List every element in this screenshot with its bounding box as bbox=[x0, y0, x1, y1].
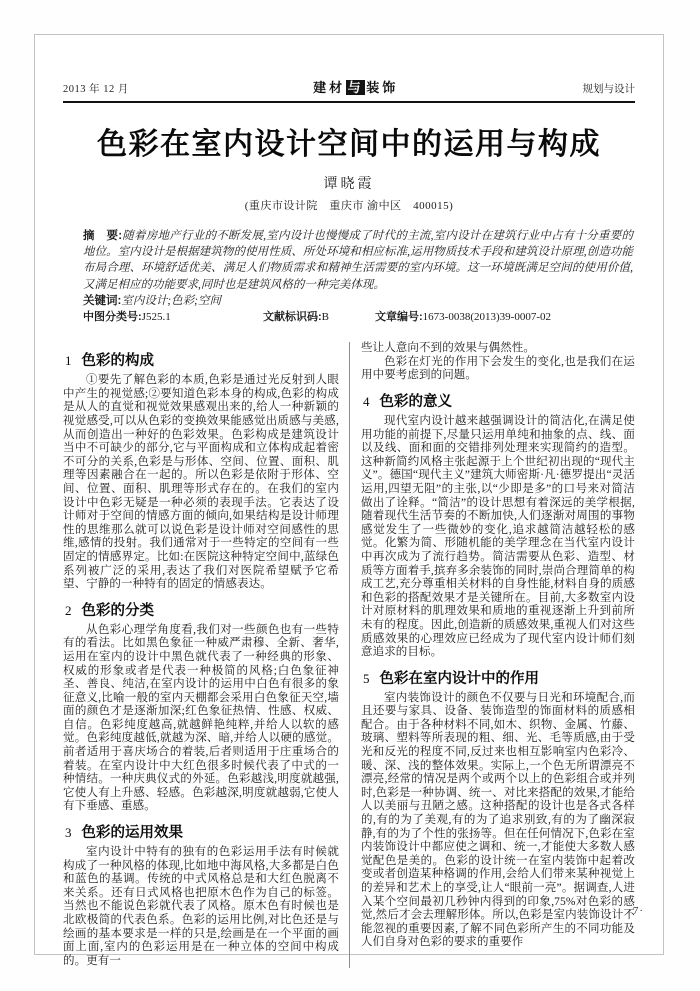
keywords-text: 室内设计;色彩;空间 bbox=[121, 294, 222, 307]
doc-code-field bbox=[263, 309, 375, 325]
article-id-label: 文章编号: bbox=[375, 311, 423, 324]
clc-label: 中图分类号: bbox=[83, 311, 142, 324]
doc-code-value: B bbox=[321, 311, 330, 324]
section-heading-2 bbox=[63, 599, 339, 620]
section-heading-4 bbox=[361, 390, 635, 411]
header-section-title: 规划与设计 bbox=[582, 84, 635, 95]
section-number: 4 bbox=[363, 394, 370, 409]
meta-row bbox=[83, 309, 633, 325]
journal-name-part1: 建材 bbox=[313, 80, 346, 95]
section-number: 1 bbox=[65, 353, 72, 369]
journal-name-boxed-char: 与 bbox=[347, 80, 364, 95]
page-frame bbox=[34, 34, 664, 967]
section-title: 色彩的构成 bbox=[81, 353, 154, 370]
right-column bbox=[349, 342, 635, 968]
section-heading-1 bbox=[63, 349, 339, 370]
section-paragraph: 室内设计中特有的独有的色彩运用手法有时候就构成了一种风格的体现,比如地中海风格,大多都是白色和蓝色的基调。传统的中式风格总是和大红色脱离不来关系。还有日式风格也把原木色作为自己的标签。当然也不能说色彩就代表了风格。原木色有时候也是北欧极简的代表色系。色彩的运用比例,对比色还是与绘画的基本要求是一样的只是,绘画是在一个平面的画面上面,室内的色彩运用是在一种立体的空间中构成的。更有一 bbox=[63, 846, 339, 967]
section-number: 3 bbox=[65, 825, 72, 841]
author-affiliation: (重庆市设计院 重庆市 渝中区 400015) bbox=[244, 200, 454, 212]
keywords-label: 关键词: bbox=[83, 294, 122, 307]
abstract-label: 摘 要: bbox=[83, 230, 123, 242]
clc-value: J525.1 bbox=[141, 311, 171, 324]
abstract-paragraph bbox=[83, 228, 633, 293]
article-title: 色彩在室内设计空间中的运用与构成 bbox=[97, 128, 601, 161]
section-paragraph: 室内装饰设计的颜色不仅要与日光和环境配合,而且还要与家具、设备、装饰造型的饰面材料的质感相配合。由于各种材料不同,如木、织物、金属、竹藤、玻璃、塑料等所表现的粗、细、光、毛等质感,由于受光和反光的程度不同,反过来也相互影响室内色彩冷、暖、深、浅的整体效果。实际上,一个色无所谓漂亮不漂亮,经常的情况是两个或两个以上的色彩组合或并列时,色彩是一种协调、统一、对比来搭配的效果,才能给人以美丽与丑陋之感。这种搭配的设计也是各式各样的,有的为了美观,有的为了追求别致,有的为了幽深寂静,有的为了个性的张扬等。但在任何情况下,色彩在室内装饰设计中都应使之调和、统一,才能使大多数人感觉配色是美的。色彩的设计统一在室内装饰中起着改变或者创造某种格调的作用,会给人们带来某种视觉上的差异和艺术上的享受,让人“眼前一亮”。据调查,人进入某个空间最初几秒钟内得到的印象,75%对色彩的感觉,然后才会去理解形体。所以,色彩是室内装饰设计不能忽视的重要因素,了解不同色彩所产生的不同功能及人们自身对色彩的要求的重要作 bbox=[361, 691, 635, 949]
clc-field bbox=[83, 309, 263, 325]
doc-code-label: 文献标识码: bbox=[263, 311, 322, 324]
section-paragraph: 现代室内设计越来越强调设计的简洁化,在满足使用功能的前提下,尽量只运用单纯和抽象的点、线、面以及线、面和面的交错排列处理来实现简约的造型。这种新简约风格主张起源于上个世纪初出现的“现代主义”。德国“现代主义”建筑大师密斯·凡·德罗提出“灵活运用,四望无阻”的主张,以“少即是多”的口号来对简洁做出了诠释。“简洁”的设计思想有着深远的美学根据,随着现代生活节奏的不断加快,人们逐渐对周围的事物感觉发生了一些微妙的变化,追求越简洁越轻松的感觉。化繁为简、形随机能的美学理念在当代室内设计中再次成为了流行趋势。简洁需要从色彩、造型、材质等方面着手,摈弃多余装饰的同时,崇尚合理简单的构成工艺,充分尊重相关材料的自身性能,材料自身的质感和色彩的搭配效果才是关键所在。目前,大多数室内设计对原材料的肌理效果和质地的重视逐渐上升到前所未有的程度。因此,创造新的质感效果,重视人们对这些质感效果的心理效应已经成为了现代室内设计师们刻意追求的目标。 bbox=[361, 415, 635, 659]
article-id-field bbox=[375, 309, 551, 325]
abstract-block bbox=[83, 228, 633, 325]
section-heading-5 bbox=[361, 667, 635, 688]
article-id-value: 1673-0038(2013)39-0007-02 bbox=[422, 311, 551, 324]
body-paragraph: 色彩在灯光的作用下会发生的变化,也是我们在运用中要考虑到的问题。 bbox=[361, 355, 635, 382]
section-title: 色彩的意义 bbox=[379, 394, 452, 410]
page-header bbox=[63, 77, 635, 96]
section-number: 2 bbox=[65, 602, 72, 618]
page-number: ·7· bbox=[628, 905, 644, 917]
continuation-paragraph: 些让人意向不到的效果与偶然性。 bbox=[361, 342, 535, 355]
keywords-line bbox=[83, 293, 633, 309]
section-number: 5 bbox=[363, 670, 370, 686]
section-title: 色彩的运用效果 bbox=[81, 825, 183, 842]
section-paragraph: 从色彩心理学角度看,我们对一些颜色也有一些特有的看法。比如黑色象征一种威严肃穆、全新、奢华,运用在室内的设计中黑色就代表了一种经典的形象、权威的形象或者是代表一种极简的风格;白色象征神圣、善良、纯洁,在室内设计的运用中白色有很多的象征意义,比喻一般的室内天棚都会采用白色象征天空,墙面的颜色才是逐渐加深;红色象征热情、性感、权威、自信。色彩纯度越高,就越鲜艳纯粹,并给人以软的感觉。色彩纯度越低,就越为深、暗,并给人以硬的感觉。前者适用于喜庆场合的着装,后者则适用于庄重场合的着装。在室内设计中大红色很多时候代表了中式的一种情结。一种庆典仪式的外延。色彩越浅,明度就越强,它使人有上升感、轻感。色彩越深,明度就越弱,它使人有下垂感、重感。 bbox=[63, 623, 339, 813]
section-paragraph: ①要先了解色彩的本质,色彩是通过光反射到人眼中产生的视觉感;②要知道色彩本身的构成,色彩的构成是从人的直觉和视觉效果感观出来的,给人一种新颖的视觉感受,可以从色彩的变换效果能感觉出质感与美感,从而创造出一种好的色彩效果。色彩构成是建筑设计当中不可缺少的部分,它与平面构成和立体构成起着密不可分的关系,色彩是与形体、空间、位置、面积、肌理等因素融合在一起的。所以色彩是依附于形体、空间、位置、面积、肌理等形式存在的。在我们的室内设计中色彩无疑是一种必须的表现手法。它表达了设计师对于空间的情感方面的倾向,如果结构是设计师理性的思维那么就可以说色彩是设计师对空间感性的思维,感情的投射。我们通常对于一些特定的空间有一些固定的情感界定。比如:在医院这种特定空间中,蓝绿色系列被广泛的采用,表达了我们对医院希望赋予它希望、宁静的一种特有的固定的情感表达。 bbox=[63, 374, 339, 591]
abstract-text: 随着房地产行业的不断发展,室内设计也慢慢成了时代的主流,室内设计在建筑行业中占有十分重要的地位。室内设计是根据建筑物的使用性质、所处环境和相应标准,运用物质技术手段和建筑设计原理,创造功能布局合理、环境舒适优美、满足人们物质需求和精神生活需要的室内环境。这一环境既满足空间的使用价值,又满足相应的功能要求,同时也是建筑风格的一种完美体现。 bbox=[83, 230, 633, 291]
journal-name-part2: 装饰 bbox=[366, 80, 399, 95]
body-columns bbox=[63, 342, 635, 968]
issue-date: 2013 年 12 月 bbox=[63, 84, 129, 95]
section-heading-3 bbox=[63, 821, 339, 842]
section-title: 色彩的分类 bbox=[81, 602, 154, 619]
section-title: 色彩在室内设计中的作用 bbox=[379, 670, 539, 687]
journal-logo bbox=[313, 77, 398, 96]
author-name: 谭晓霞 bbox=[323, 177, 375, 192]
header-rule bbox=[63, 101, 635, 103]
left-column bbox=[63, 342, 349, 968]
